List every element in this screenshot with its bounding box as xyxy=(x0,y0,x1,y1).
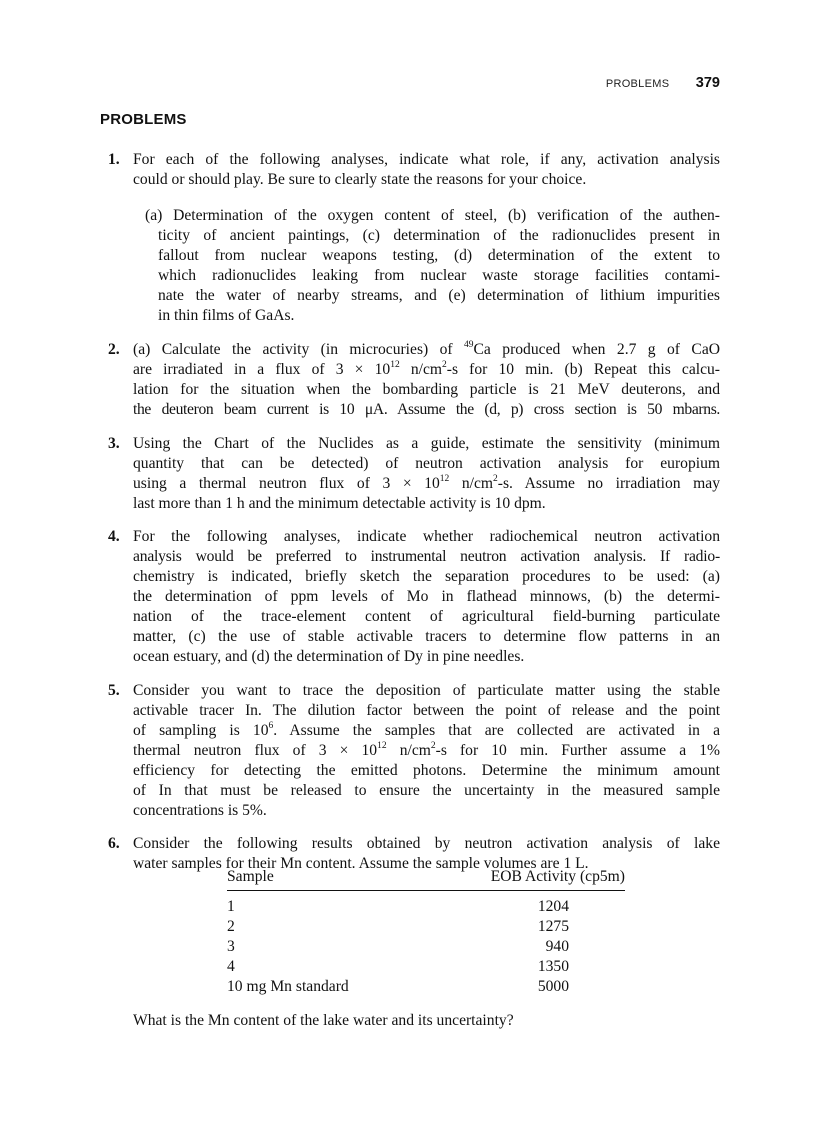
table-row xyxy=(227,958,625,978)
problem-text-line: last more than 1 h and the minimum detectable activity is 10 dpm. xyxy=(133,495,546,512)
subitem-text-line: ticity of ancient paintings, (c) determination of the radionuclides present in xyxy=(158,227,720,244)
table-row xyxy=(227,978,625,998)
subitem-text-line: which radionuclides leaking from nuclear waste storage facilities contami- xyxy=(158,267,720,284)
problem-number: 4. xyxy=(108,528,120,545)
superscript: 12 xyxy=(439,473,450,484)
problem-text-line xyxy=(133,474,720,494)
table-row xyxy=(227,898,625,918)
running-head xyxy=(0,74,720,92)
problem-text-line: matter, (c) the use of stable activable tracers to determine flow patterns in an xyxy=(133,628,720,645)
problem-text-line: the deuteron beam current is 10 μA. Assume the (d, p) cross section is 50 mbarns. xyxy=(133,401,720,418)
superscript: 49 xyxy=(464,339,474,350)
text-run: are irradiated in a flux of 3 × 10 xyxy=(133,361,391,378)
problem-text-line: Consider you want to trace the deposition of particulate matter using the stable xyxy=(133,682,720,699)
problem-text-line: activable tracer In. The dilution factor between the point of release and the point xyxy=(133,702,720,719)
table-row xyxy=(227,938,625,958)
text-run: of sampling is 10 xyxy=(133,722,269,739)
text-run: n/cm xyxy=(386,742,431,759)
text-run: -s. Assume no irradiation may xyxy=(497,475,720,492)
text-run: Ca produced when 2.7 g of CaO xyxy=(473,341,721,358)
cell-sample: 10 mg Mn standard xyxy=(227,978,349,995)
cell-activity: 1350 xyxy=(537,958,569,975)
subitem-text-line: fallout from nuclear weapons testing, (d) determination of the extent to xyxy=(158,247,720,264)
subitem-text-line: (a) Determination of the oxygen content of steel, (b) verification of the authen- xyxy=(145,207,720,224)
problem-text-line: For the following analyses, indicate whether radiochemical neutron activation xyxy=(133,528,720,545)
problem-text-line xyxy=(133,741,720,761)
section-title: PROBLEMS xyxy=(100,111,187,128)
superscript: 6 xyxy=(268,720,274,731)
column-header-activity: EOB Activity (cp5m) xyxy=(490,868,625,885)
problem-number: 2. xyxy=(108,341,120,358)
table-header xyxy=(227,868,625,891)
subitem-text-line: nate the water of nearby streams, and (e) determination of lithium impurities xyxy=(158,287,720,304)
problem-text-line: lation for the situation when the bombarding particle is 21 MeV deuterons, and xyxy=(133,381,720,398)
problem-text-line xyxy=(133,721,720,741)
text-run: using a thermal neutron flux of 3 × 10 xyxy=(133,475,440,492)
cell-activity: 1204 xyxy=(537,898,569,915)
table-row xyxy=(227,918,625,938)
subitem-text-line: in thin films of GaAs. xyxy=(158,307,295,324)
cell-sample: 4 xyxy=(227,958,235,975)
text-run: (a) Calculate the activity (in microcuries) of xyxy=(133,341,465,358)
problem-number: 3. xyxy=(108,435,120,452)
problem-text-line: For each of the following analyses, indicate what role, if any, activation analysis xyxy=(133,151,720,168)
page-number: 379 xyxy=(695,75,720,91)
cell-sample: 1 xyxy=(227,898,235,915)
superscript: 2 xyxy=(430,740,436,751)
superscript: 12 xyxy=(390,359,400,370)
text-run: n/cm xyxy=(449,475,494,492)
cell-activity: 5000 xyxy=(537,978,569,995)
problem-text-line: the determination of ppm levels of Mo in flathead minnows, (b) the determi- xyxy=(133,588,720,605)
column-header-sample: Sample xyxy=(227,868,274,885)
results-table xyxy=(227,868,625,998)
problem-text-line xyxy=(133,340,720,360)
problem-number: 1. xyxy=(108,151,120,168)
cell-sample: 2 xyxy=(227,918,235,935)
problem-text-line xyxy=(133,360,720,380)
superscript: 2 xyxy=(493,473,498,484)
problem-text-line: quantity that can be detected) of neutron activation analysis for europium xyxy=(133,455,720,472)
problem-text-line: ocean estuary, and (d) the determination of Dy in pine needles. xyxy=(133,648,525,665)
superscript: 12 xyxy=(377,740,387,751)
problem-text-line: efficiency for detecting the emitted photons. Determine the minimum amount xyxy=(133,762,720,779)
text-run: -s for 10 min. (b) Repeat this calcu- xyxy=(446,361,721,378)
problem-text-line: Using the Chart of the Nuclides as a guide, estimate the sensitivity (minimum xyxy=(133,435,720,452)
problem-text-line: of In that must be released to ensure the uncertainty in the measured sample xyxy=(133,782,720,799)
problem-text-line: Consider the following results obtained by neutron activation analysis of lake xyxy=(133,835,720,852)
cell-sample: 3 xyxy=(227,938,235,955)
problem-number: 6. xyxy=(108,835,120,852)
problem-text-line: nation of the trace-element content of agricultural field-burning particulate xyxy=(133,608,720,625)
problem-question: What is the Mn content of the lake water and its uncertainty? xyxy=(133,1012,514,1029)
problem-text-line: concentrations is 5%. xyxy=(133,802,267,819)
text-run: thermal neutron flux of 3 × 10 xyxy=(133,742,378,759)
problem-text-line: could or should play. Be sure to clearly state the reasons for your choice. xyxy=(133,171,587,188)
text-run: -s for 10 min. Further assume a 1% xyxy=(435,742,720,759)
cell-activity: 1275 xyxy=(537,918,569,935)
problem-text-line: water samples for their Mn content. Assume the sample volumes are 1 L. xyxy=(133,855,589,872)
cell-activity: 940 xyxy=(545,938,569,955)
problem-text-line: analysis would be preferred to instrumental neutron activation analysis. If radio- xyxy=(133,548,720,565)
running-head-label: PROBLEMS xyxy=(605,78,670,90)
text-run: n/cm xyxy=(399,361,443,378)
problem-number: 5. xyxy=(108,682,120,699)
superscript: 2 xyxy=(442,359,447,370)
text-run: . Assume the samples that are collected are activated in a xyxy=(273,722,720,739)
problem-text-line: chemistry is indicated, briefly sketch the separation procedures to be used: (a) xyxy=(133,568,720,585)
